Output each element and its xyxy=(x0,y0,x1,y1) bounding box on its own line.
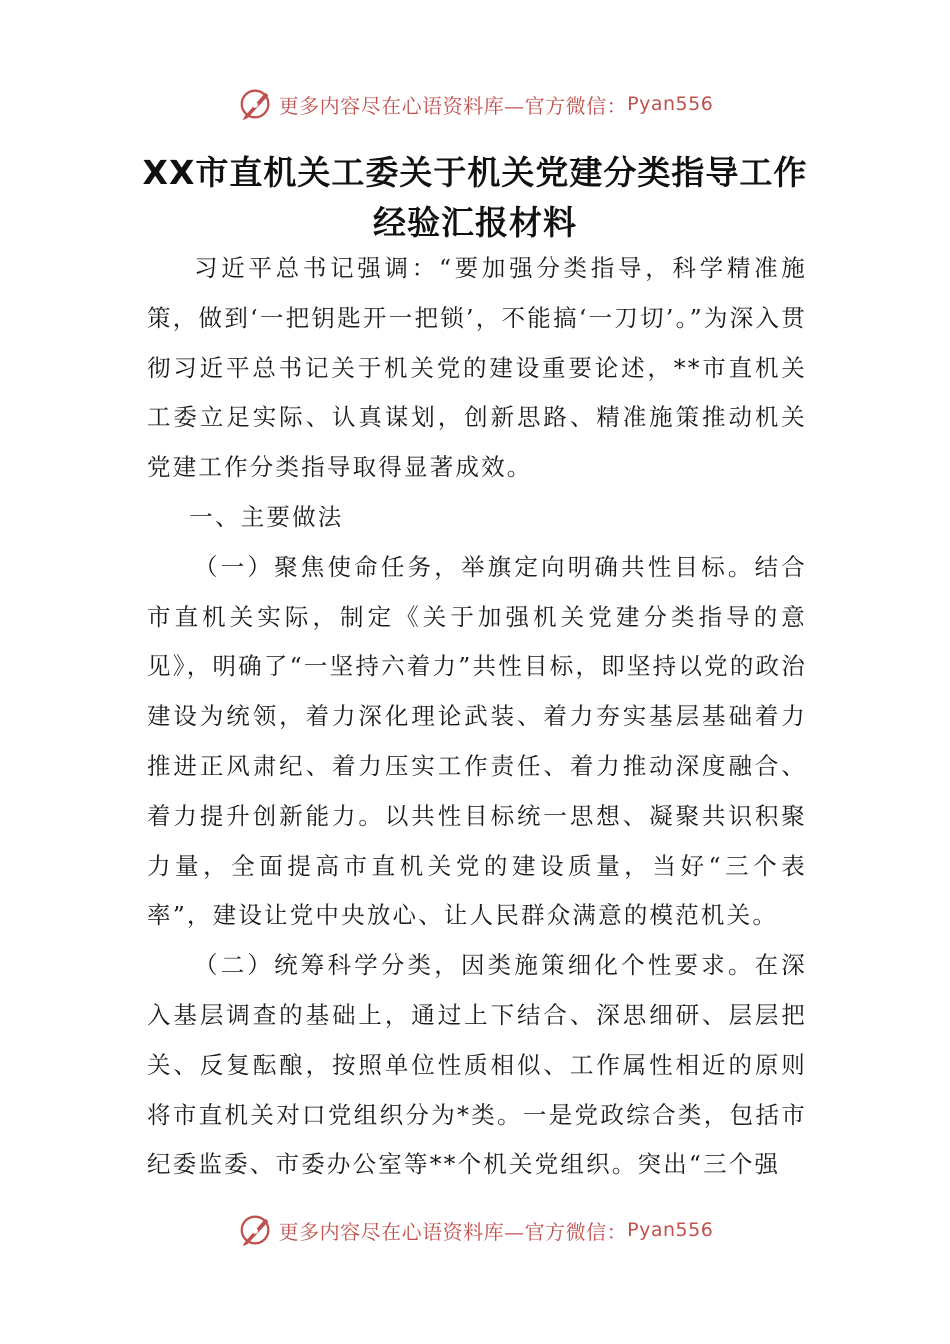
pen-circle-icon xyxy=(237,85,275,123)
pen-circle-icon xyxy=(237,1211,275,1249)
watermark-text: 更多内容尽在心语资料库—官方微信： xyxy=(278,1219,628,1244)
intro-paragraph: 习近平总书记强调：“要加强分类指导，科学精准施策，做到‘一把钥匙开一把锁’，不能搞‘一刀切’。”为深入贯彻习近平总书记关于机关党的建设重要论述，**市直机关工委立足实际、认真谋划，创新思路、精准施策推动机关党建工作分类指导取得显著成效。 xyxy=(147,254,807,482)
watermark-wechat-id: Pyan556 xyxy=(627,93,714,115)
watermark-footer xyxy=(0,1210,950,1250)
document-title: XX市直机关工委关于机关党建分类指导工作经验汇报材料 xyxy=(142,153,808,242)
watermark-header xyxy=(0,84,950,124)
watermark-wechat-id: Pyan556 xyxy=(627,1219,714,1241)
watermark-text: 更多内容尽在心语资料库—官方微信： xyxy=(278,93,628,118)
body-paragraph: （二）统筹科学分类，因类施策细化个性要求。在深入基层调查的基础上，通过上下结合、深思细研、层层把关、反复酝酿，按照单位性质相似、工作属性相近的原则将市直机关对口党组织分为*类。一是党政综合类，包括市纪委监委、市委办公室等**个机关党组织。突出“三个强 xyxy=(147,951,807,1179)
document-body xyxy=(147,244,807,1190)
section-heading: 一、主要做法 xyxy=(189,502,344,531)
body-paragraph: （一）聚焦使命任务，举旗定向明确共性目标。结合市直机关实际，制定《关于加强机关党建分类指导的意见》，明确了“一坚持六着力”共性目标，即坚持以党的政治建设为统领，着力深化理论武装、着力夯实基层基础着力推进正风肃纪、着力压实工作责任、着力推动深度融合、着力提升创新能力。以共性目标统一思想、凝聚共识积聚力量，全面提高市直机关党的建设质量，当好“三个表率”，建设让党中央放心、让人民群众满意的模范机关。 xyxy=(147,552,807,930)
